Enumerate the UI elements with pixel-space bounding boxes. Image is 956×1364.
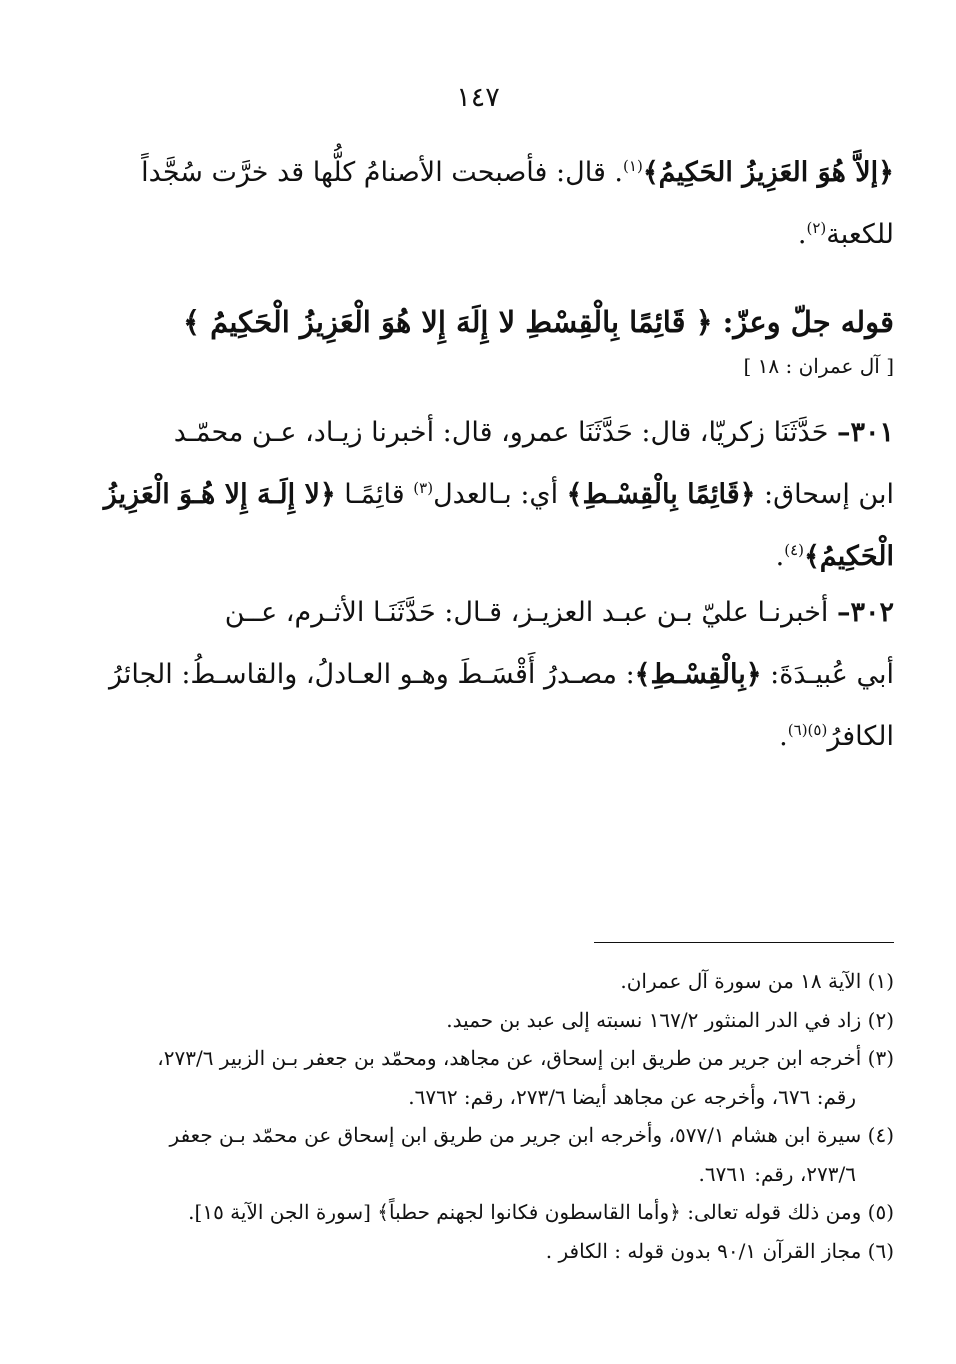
- footnotes: [58, 962, 894, 1270]
- footnote-ref-2: (٢): [806, 219, 827, 237]
- hadith-302-text-3: الكافرُ: [827, 721, 894, 752]
- quran-quote-bilqist: ﴿بِالْقِسْـطِ﴾: [634, 659, 762, 690]
- footnote-4: (٤) سيرة ابن هشام ٥٧٧/١، وأخرجه ابن جرير من طريق ابن إسحاق عن محمّد بـن جعفر: [169, 1123, 894, 1147]
- page-number: ١٤٧: [456, 82, 500, 113]
- footnote-ref-6: (٦): [787, 721, 808, 739]
- quran-quote-hakim: الْحَكِيمُ﴾: [803, 541, 894, 572]
- footnote-3: (٣) أخرجه ابن جرير من طريق ابن إسحاق، عن مجاهد، ومحمّد بن جعفر بـن الزبير ٢٧٣/٦،: [157, 1046, 894, 1070]
- verse-heading-text: قوله جلّ وعزّ: ﴿ قَائِمًا بِالْقِسْطِ لا إِلَهَ إِلا هُوَ الْعَزِيزُ الْحَكِيمُ ﴾: [183, 305, 894, 339]
- hadith-301: [64, 402, 894, 588]
- hadith-302-end: .: [779, 721, 788, 752]
- hadith-302-line-3: [64, 706, 894, 768]
- paragraph-1-end: .: [797, 219, 807, 250]
- hadith-301-end: .: [775, 541, 785, 572]
- hadith-302-line-2: [64, 644, 894, 706]
- hadith-302-text-1: أخبرنـا عليّ بـن عبـد العزيـز، قـال: حَدَّثَنَـا الأثـرم، عــن: [224, 597, 829, 628]
- footnote-ref-5: (٥): [807, 721, 828, 739]
- footnote-separator: [594, 942, 894, 943]
- hadith-301-text-1: حَدَّثَنَا زكريّا، قال: حَدَّثَنَا عمرو، قال: أخبرنا زيـاد، عـن محمّـد: [173, 417, 829, 448]
- hadith-number-301: ٣٠١–: [836, 417, 894, 448]
- hadith-301-text-2a: ابن إسحاق:: [755, 479, 894, 510]
- paragraph-1-text: . قال: فأصبحت الأصنامُ كلُّها قد خرَّت سُجَّداً: [141, 157, 624, 188]
- paragraph-1-line-1: [64, 142, 894, 204]
- footnote-1: (١) الآية ١٨ من سورة آل عمران.: [620, 969, 894, 993]
- hadith-302: [64, 582, 894, 768]
- footnote-2: (٢) زاد في الدر المنثور ١٦٧/٢ نسبته إلى عبد بن حميد.: [446, 1007, 894, 1032]
- hadith-301-line-2: [64, 464, 894, 526]
- footnote-ref-1: (١): [623, 157, 643, 175]
- hadith-301-line-1: [64, 402, 894, 464]
- hadith-301-line-3: [64, 526, 894, 588]
- paragraph-1: [64, 142, 894, 266]
- quran-quote-la-ilaha: ﴿لا إِلَـهَ إِلا هُـوَ الْعَزِيزُ: [103, 479, 336, 510]
- footnote-3-continuation: رقم: ٦٧٦، وأخرجه عن مجاهد أيضا ٢٧٣/٦، رقم: ٦٧٦٢.: [408, 1084, 856, 1109]
- hadith-301-text-2b: أي: بـالعدل: [433, 479, 567, 510]
- footnote-5: (٥) ومن ذلك قوله تعالى: ﴿وأما القاسطون فكانوا لجهنم حطباً﴾ [سورة الجن الآية ١٥].: [188, 1200, 894, 1224]
- hadith-301-text-2c: قائِمًـا: [335, 479, 414, 510]
- quran-quote: ﴿إلاَّ هُوَ العَزِيزُ الحَكِيمُ﴾: [642, 157, 894, 188]
- hadith-302-text-2a: أبي عُبيـدَةَ:: [761, 659, 894, 690]
- footnote-ref-4: (٤): [784, 541, 804, 559]
- footnote-6: (٦) مجاز القرآن ٩٠/١ بدون قوله : الكافر .: [545, 1238, 894, 1263]
- hadith-number-302: ٣٠٢–: [836, 597, 894, 628]
- verse-heading: [64, 292, 894, 380]
- paragraph-1-line-2: [64, 204, 894, 266]
- paragraph-1-line-2-text: للكعبة: [826, 219, 894, 250]
- footnote-4-continuation: ٢٧٣/٦، رقم: ٦٧٦١.: [698, 1161, 856, 1186]
- quran-quote-qaiman: ﴿قَائِمًا بِالْقِسْـطِ﴾: [566, 479, 756, 510]
- hadith-302-line-1: [64, 582, 894, 644]
- footnote-ref-3: (٣): [413, 479, 434, 497]
- verse-reference: [ آل عمران : ١٨ ]: [743, 354, 894, 378]
- hadith-302-text-2b: : مصـدرُ أَقْسَـطَ وهـو العـادلُ، والقاسـطُ: الجائرُ: [108, 659, 635, 690]
